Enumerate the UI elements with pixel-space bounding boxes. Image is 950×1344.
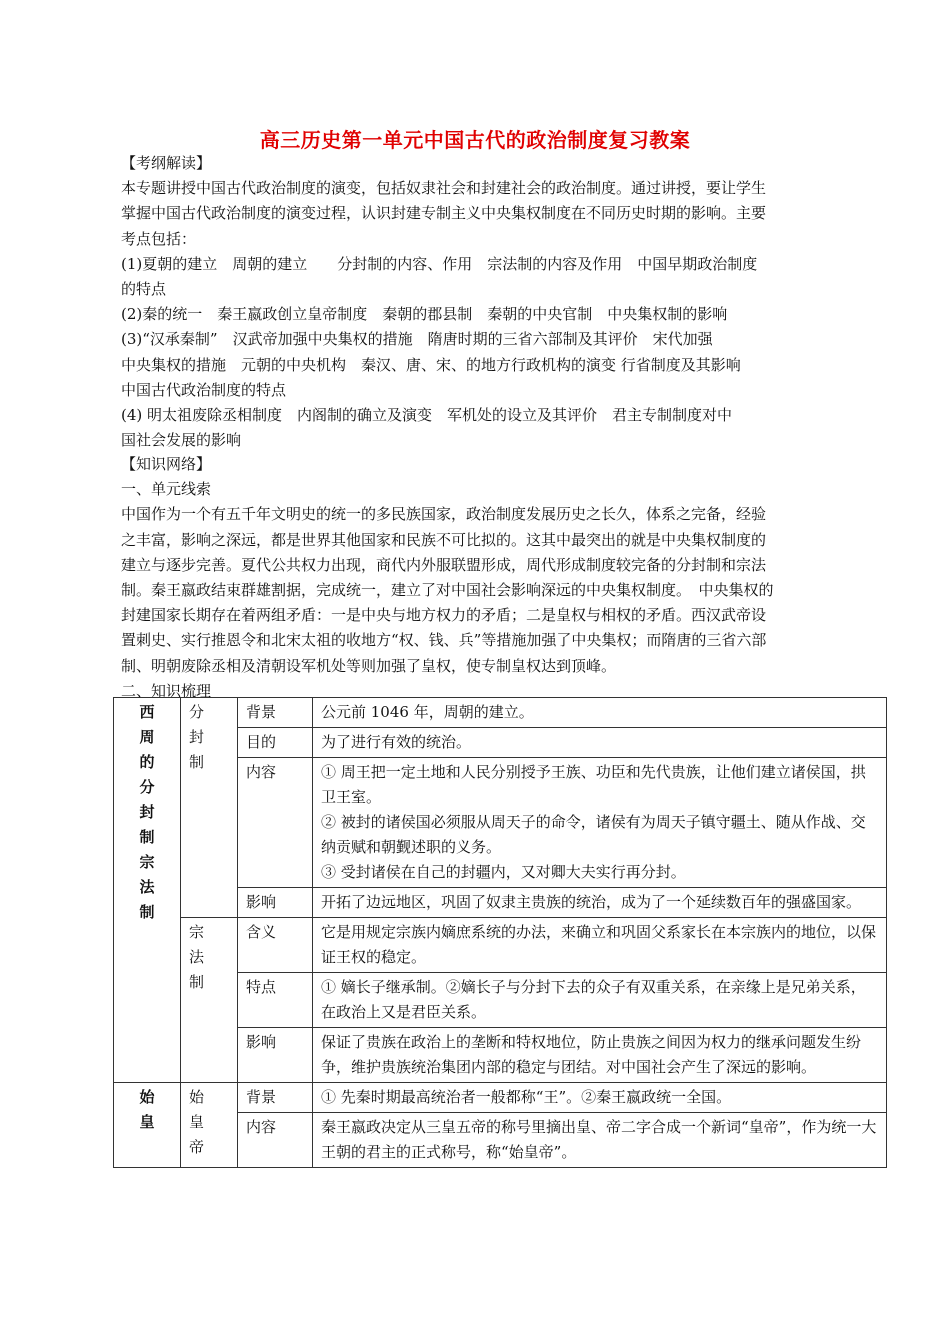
row-label: 含义 bbox=[238, 918, 313, 973]
cell-paragraph: ② 被封的诸侯国必须服从周天子的命令，诸侯有为周天子镇守疆土、随从作战、交纳贡赋和朝觐述职的义务。 bbox=[321, 813, 866, 856]
text-line: (4) 明太祖废除丞相制度 内阁制的确立及演变 军机处的设立及其评价 君主专制制度对中 bbox=[121, 406, 733, 425]
text-line: 中国古代政治制度的特点 bbox=[121, 380, 287, 399]
text-line: 封建国家长期存在着两组矛盾：一是中央与地方权力的矛盾；二是皇权与相权的矛盾。西汉武帝设 bbox=[121, 606, 767, 625]
exam-outline-section bbox=[121, 151, 841, 453]
vertical-char: 始 bbox=[189, 1088, 205, 1106]
text-line: 考点包括： bbox=[121, 229, 197, 248]
text-line: (2)秦的统一 秦王嬴政创立皇帝制度 秦朝的郡县制 秦朝的中央官制 中央集权制的影响 bbox=[121, 305, 728, 324]
section-heading: 【知识网络】 bbox=[121, 455, 212, 473]
row-label: 内容 bbox=[238, 758, 313, 888]
row-label: 特点 bbox=[238, 973, 313, 1028]
vertical-char: 周 bbox=[139, 728, 155, 746]
vertical-char: 制 bbox=[189, 973, 205, 991]
knowledge-table bbox=[113, 697, 887, 1168]
knowledge-network-section bbox=[121, 452, 841, 704]
vertical-char: 制 bbox=[189, 753, 205, 771]
cell-paragraph: ① 嫡长子继承制。②嫡长子与分封下去的众子有双重关系，在亲缘上是兄弟关系，在政治上又是君臣关系。 bbox=[321, 978, 866, 1021]
outline-lines bbox=[121, 176, 841, 453]
vertical-char: 皇 bbox=[139, 1113, 155, 1131]
row-content bbox=[313, 1028, 887, 1083]
row-content bbox=[313, 1113, 887, 1168]
text-line: 中国作为一个有五千年文明史的统一的多民族国家，政治制度发展历史之长久，体系之完备，经验 bbox=[121, 505, 767, 524]
row-label: 目的 bbox=[238, 728, 313, 758]
group-label-first-emperor bbox=[114, 1083, 181, 1168]
text-line: 掌握中国古代政治制度的演变过程，认识封建专制主义中央集权制度在不同历史时期的影响。主要 bbox=[121, 204, 767, 223]
system-label-zongfa bbox=[181, 918, 238, 1083]
text-line: 置刺史、实行推恩令和北宋太祖的收地方“权、钱、兵”等措施加强了中央集权；而隋唐的三省六部 bbox=[121, 631, 767, 650]
vertical-char: 制 bbox=[139, 903, 155, 921]
vertical-char: 帝 bbox=[189, 1138, 205, 1156]
row-label: 背景 bbox=[238, 698, 313, 728]
subheading-unit-clue: 一、单元线索 bbox=[121, 480, 212, 499]
text-line: 本专题讲授中国古代政治制度的演变，包括奴隶社会和封建社会的政治制度。通过讲授，要让学生 bbox=[121, 179, 767, 198]
unit-clue-lines bbox=[121, 502, 841, 678]
vertical-char: 宗 bbox=[139, 853, 155, 871]
cell-paragraph: 保证了贵族在政治上的垄断和特权地位，防止贵族之间因为权力的继承问题发生纷争，维护贵族统治集团内部的稳定与团结。对中国社会产生了深远的影响。 bbox=[321, 1033, 862, 1076]
row-label: 内容 bbox=[238, 1113, 313, 1168]
row-label: 影响 bbox=[238, 888, 313, 918]
row-content bbox=[313, 758, 887, 888]
text-line: 之丰富，影响之深远，都是世界其他国家和民族不可比拟的。这其中最突出的就是中央集权制度的 bbox=[121, 530, 767, 549]
cell-paragraph: ③ 受封诸侯在自己的封疆内，又对卿大夫实行再分封。 bbox=[321, 863, 686, 881]
text-line: 制、明朝废除丞相及清朝设军机处等则加强了皇权，使专制皇权达到顶峰。 bbox=[121, 656, 617, 675]
row-content bbox=[313, 973, 887, 1028]
vertical-char: 皇 bbox=[189, 1113, 205, 1131]
text-line: (3)“汉承秦制” 汉武帝加强中央集权的措施 隋唐时期的三省六部制及其评价 宋代加强 bbox=[121, 330, 713, 349]
vertical-char: 制 bbox=[139, 828, 155, 846]
row-content bbox=[313, 888, 887, 918]
vertical-char: 始 bbox=[139, 1088, 155, 1106]
row-label: 背景 bbox=[238, 1083, 313, 1113]
vertical-char: 分 bbox=[189, 703, 205, 721]
vertical-char: 宗 bbox=[189, 923, 205, 941]
vertical-char: 封 bbox=[139, 803, 155, 821]
vertical-char: 分 bbox=[139, 778, 155, 796]
subheading-knowledge-review: 二、知识梳理 bbox=[121, 681, 212, 700]
row-label: 影响 bbox=[238, 1028, 313, 1083]
cell-paragraph: 公元前 1046 年，周朝的建立。 bbox=[321, 703, 534, 721]
group-label-western-zhou bbox=[114, 698, 181, 1083]
cell-paragraph: ① 先秦时期最高统治者一般都称“王”。②秦王嬴政统一全国。 bbox=[321, 1088, 732, 1106]
vertical-char: 的 bbox=[139, 753, 155, 771]
text-line: 中央集权的措施 元朝的中央机构 秦汉、唐、宋、的地方行政机构的演变 行省制度及其影响 bbox=[121, 355, 741, 374]
text-line: 制。秦王嬴政结束群雄割据，完成统一，建立了对中国社会影响深远的中央集权制度。 中央集权的 bbox=[121, 581, 774, 600]
vertical-char: 封 bbox=[189, 728, 205, 746]
row-content bbox=[313, 698, 887, 728]
text-line: 的特点 bbox=[121, 280, 167, 299]
text-line: 国社会发展的影响 bbox=[121, 431, 242, 450]
cell-paragraph: 秦王嬴政决定从三皇五帝的称号里摘出皇、帝二字合成一个新词“皇帝”，作为统一大王朝的君主的正式称号，称“始皇帝”。 bbox=[321, 1118, 877, 1161]
text-line: (1)夏朝的建立 周朝的建立 分封制的内容、作用 宗法制的内容及作用 中国早期政治制度 bbox=[121, 254, 758, 273]
system-label-fengfeng bbox=[181, 698, 238, 918]
vertical-char: 法 bbox=[139, 878, 155, 896]
cell-paragraph: ① 周王把一定土地和人民分别授予王族、功臣和先代贵族，让他们建立诸侯国，拱卫王室。 bbox=[321, 763, 866, 806]
cell-paragraph: 它是用规定宗族内嫡庶系统的办法，来确立和巩固父系家长在本宗族内的地位，以保证王权的稳定。 bbox=[321, 923, 877, 966]
cell-paragraph: 开拓了边远地区，巩固了奴隶主贵族的统治，成为了一个延续数百年的强盛国家。 bbox=[321, 893, 862, 911]
row-content bbox=[313, 1083, 887, 1113]
row-content bbox=[313, 918, 887, 973]
section-heading: 【考纲解读】 bbox=[121, 154, 212, 172]
row-content bbox=[313, 728, 887, 758]
system-label-huangdi bbox=[181, 1083, 238, 1168]
cell-paragraph: 为了进行有效的统治。 bbox=[321, 733, 472, 751]
vertical-char: 法 bbox=[189, 948, 205, 966]
document-title: 高三历史第一单元中国古代的政治制度复习教案 bbox=[259, 128, 691, 152]
vertical-char: 西 bbox=[139, 703, 155, 721]
text-line: 建立与逐步完善。夏代公共权力出现，商代内外服联盟形成，周代形成制度较完备的分封制和宗法 bbox=[121, 555, 767, 574]
